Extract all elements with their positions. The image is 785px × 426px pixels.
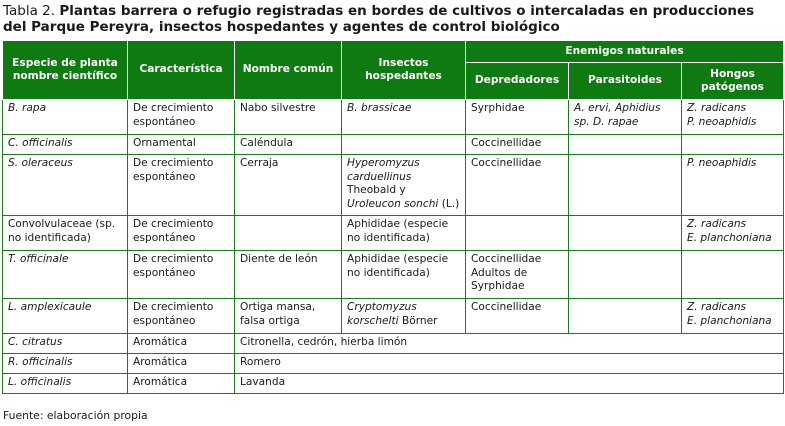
cell-caracteristica: Aromática bbox=[128, 334, 235, 354]
cell-hongos bbox=[682, 135, 784, 155]
table-title: Plantas barrera o refugio registradas en bordes de cultivos o intercaladas en producciones del Parque Pereyra, insectos hospedantes y agentes de control biológico bbox=[3, 3, 755, 35]
cell-especie: C. officinalis bbox=[3, 135, 128, 155]
table-row bbox=[3, 135, 784, 155]
table-caption bbox=[3, 3, 781, 35]
hongo-name: E. planchoniana bbox=[687, 231, 772, 244]
cell-caracteristica: De crecimiento espontáneo bbox=[128, 216, 235, 251]
cell-caracteristica: De crecimiento espontáneo bbox=[128, 100, 235, 135]
cell-caracteristica: Ornamental bbox=[128, 135, 235, 155]
table-row bbox=[3, 374, 784, 394]
insect-entry bbox=[347, 198, 460, 212]
hongo-name: Z. radicans bbox=[687, 301, 747, 313]
cell-nombre-comun: Diente de león bbox=[235, 251, 342, 299]
cell-nombre-comun: Cerraja bbox=[235, 155, 342, 216]
table-row bbox=[3, 155, 784, 216]
cell-insectos: B. brassicae bbox=[342, 100, 466, 135]
cell-especie: L. officinalis bbox=[3, 374, 128, 394]
cell-hongos bbox=[682, 251, 784, 299]
table-row bbox=[3, 354, 784, 374]
header-especie: Especie de planta nombre científico bbox=[3, 41, 128, 100]
cell-insectos bbox=[342, 299, 466, 334]
header-caracteristica: Característica bbox=[128, 41, 235, 100]
cell-nombre-comun: Citronella, cedrón, hierba limón bbox=[235, 334, 784, 354]
cell-depredadores bbox=[466, 251, 569, 299]
hongo-name: P. neoaphidis bbox=[687, 157, 757, 169]
insect-name: Cryptomyzus korschelti bbox=[347, 301, 417, 327]
depredador-name: Adultos de Syrphidae bbox=[471, 266, 528, 292]
hongo-name: Z. radicans bbox=[687, 218, 747, 230]
hongo-name: Z. radicans bbox=[687, 102, 747, 114]
cell-especie: R. officinalis bbox=[3, 354, 128, 374]
insect-author: Börner bbox=[398, 314, 438, 327]
insect-author: (L.) bbox=[438, 197, 460, 210]
table-row bbox=[3, 251, 784, 299]
cell-parasitoides: A. ervi, Aphidius sp. D. rapae bbox=[569, 100, 682, 135]
insect-name: Uroleucon sonchi bbox=[347, 197, 439, 210]
cell-depredadores: Coccinellidae bbox=[466, 299, 569, 334]
header-nombre-comun: Nombre común bbox=[235, 41, 342, 100]
cell-hongos bbox=[682, 216, 784, 251]
cell-nombre-comun: Caléndula bbox=[235, 135, 342, 155]
cell-insectos bbox=[342, 155, 466, 216]
cell-parasitoides bbox=[569, 299, 682, 334]
table-row bbox=[3, 299, 784, 334]
cell-insectos: Aphididae (especie no identificada) bbox=[342, 251, 466, 299]
cell-parasitoides bbox=[569, 155, 682, 216]
cell-caracteristica: De crecimiento espontáneo bbox=[128, 155, 235, 216]
hongo-name: E. planchoniana bbox=[687, 314, 772, 327]
cell-especie: Convolvulaceae (sp. no identificada) bbox=[3, 216, 128, 251]
header-enemigos-naturales: Enemigos naturales bbox=[466, 41, 784, 63]
cell-especie: S. oleraceus bbox=[3, 155, 128, 216]
cell-nombre-comun: Ortiga mansa, falsa ortiga bbox=[235, 299, 342, 334]
hongo-name: P. neoaphidis bbox=[687, 115, 757, 128]
cell-hongos bbox=[682, 155, 784, 216]
cell-depredadores: Syrphidae bbox=[466, 100, 569, 135]
data-table bbox=[2, 40, 784, 394]
header-depredadores: Depredadores bbox=[466, 63, 569, 100]
cell-especie: B. rapa bbox=[3, 100, 128, 135]
table-row bbox=[3, 216, 784, 251]
cell-insectos: Aphididae (especie no identificada) bbox=[342, 216, 466, 251]
table-source: Fuente: elaboración propia bbox=[3, 409, 148, 422]
insect-name: Hyperomyzus carduellinus bbox=[347, 157, 420, 183]
depredador-name: Coccinellidae bbox=[471, 253, 542, 265]
cell-nombre-comun: Romero bbox=[235, 354, 784, 374]
cell-hongos bbox=[682, 100, 784, 135]
cell-depredadores: Coccinellidae bbox=[466, 135, 569, 155]
cell-nombre-comun: Nabo silvestre bbox=[235, 100, 342, 135]
insect-author: Theobald y bbox=[347, 184, 406, 196]
header-insectos: Insectos hospedantes bbox=[342, 41, 466, 100]
table-row bbox=[3, 100, 784, 135]
cell-parasitoides bbox=[569, 216, 682, 251]
cell-especie: T. officinale bbox=[3, 251, 128, 299]
cell-hongos bbox=[682, 299, 784, 334]
cell-caracteristica: Aromática bbox=[128, 354, 235, 374]
cell-parasitoides bbox=[569, 251, 682, 299]
cell-depredadores bbox=[466, 216, 569, 251]
table-row bbox=[3, 334, 784, 354]
cell-parasitoides bbox=[569, 135, 682, 155]
cell-especie: C. citratus bbox=[3, 334, 128, 354]
cell-caracteristica: De crecimiento espontáneo bbox=[128, 299, 235, 334]
header-hongos: Hongos patógenos bbox=[682, 63, 784, 100]
cell-depredadores: Coccinellidae bbox=[466, 155, 569, 216]
cell-insectos bbox=[342, 135, 466, 155]
cell-caracteristica: Aromática bbox=[128, 374, 235, 394]
cell-nombre-comun: Lavanda bbox=[235, 374, 784, 394]
table-number: Tabla 2. bbox=[3, 3, 56, 19]
cell-especie: L. amplexicaule bbox=[3, 299, 128, 334]
header-parasitoides: Parasitoides bbox=[569, 63, 682, 100]
cell-caracteristica: De crecimiento espontáneo bbox=[128, 251, 235, 299]
cell-nombre-comun bbox=[235, 216, 342, 251]
